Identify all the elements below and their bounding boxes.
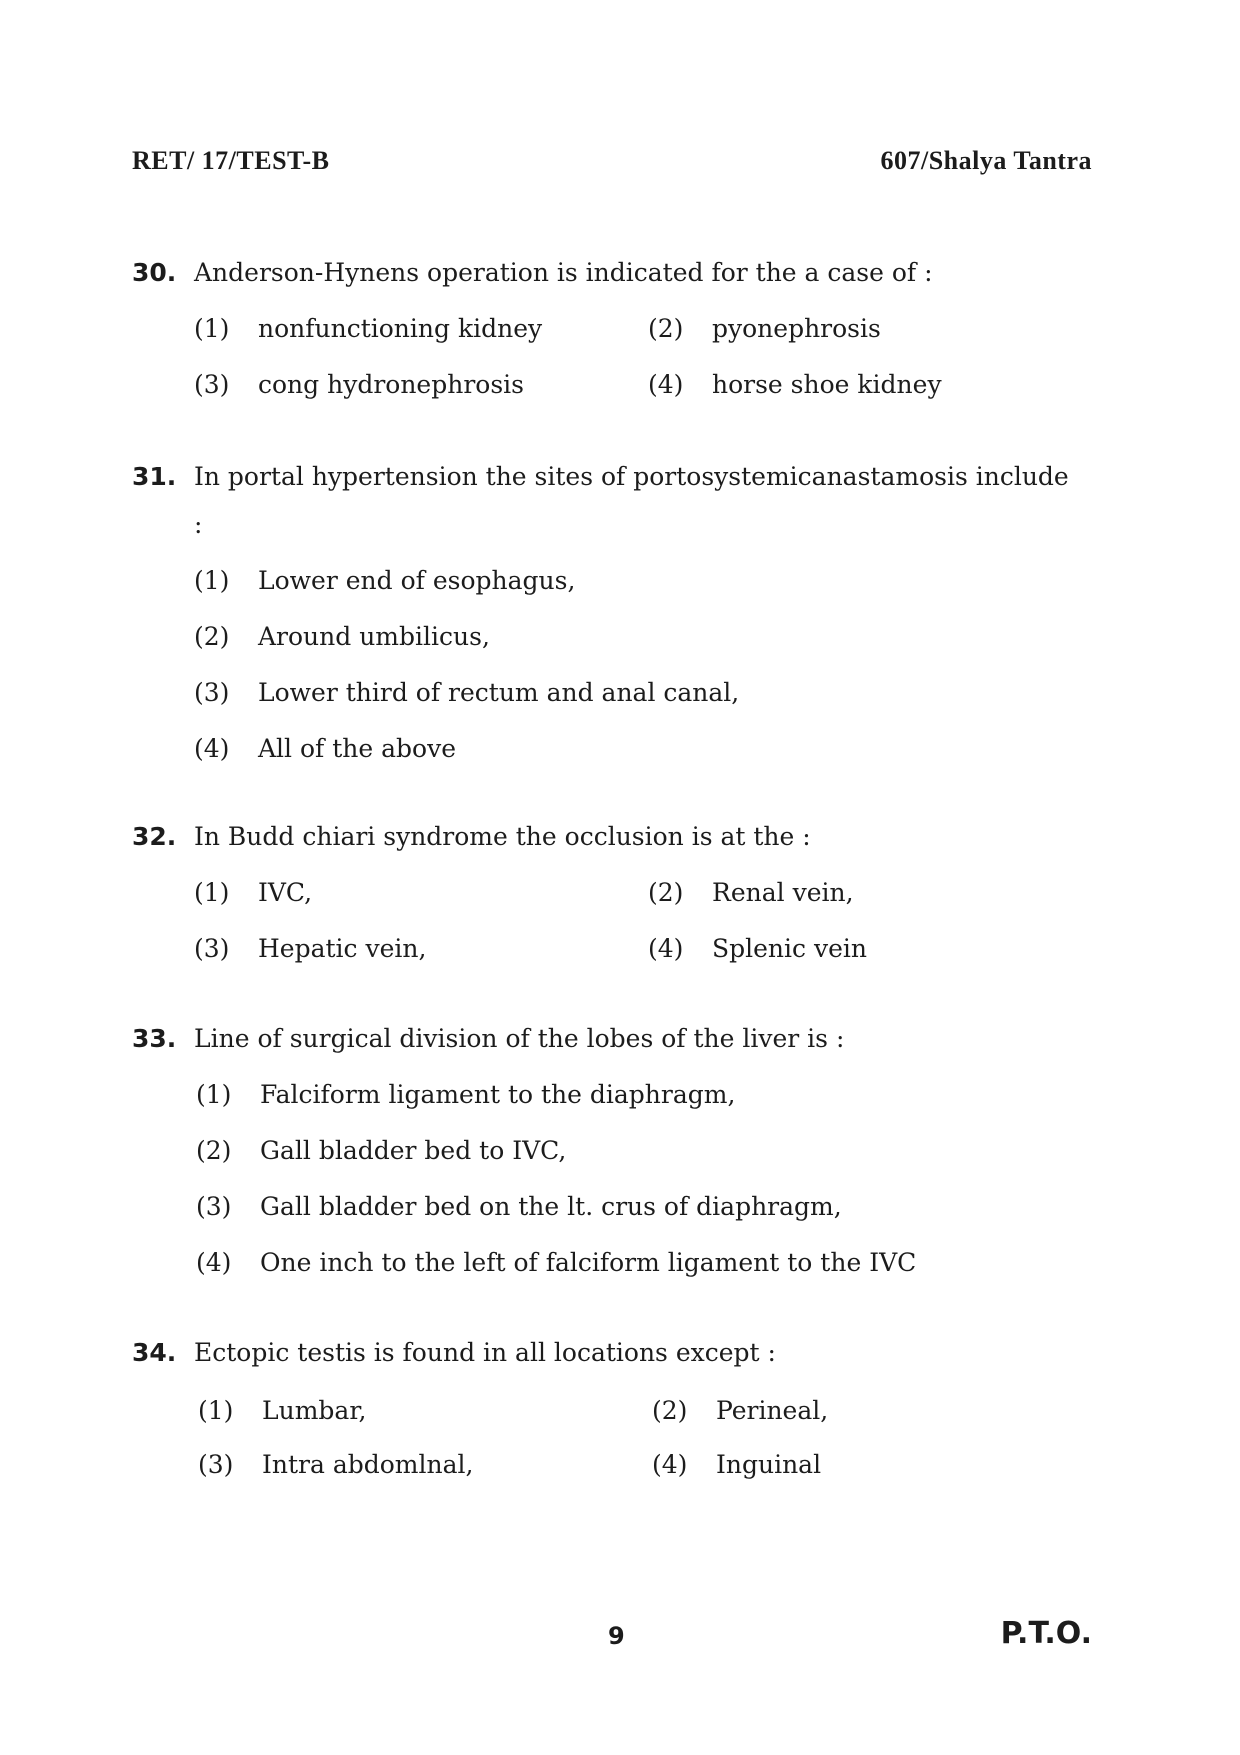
- option-text: Gall bladder bed on the lt. crus of diaphragm,: [260, 1192, 842, 1221]
- option-number: (4): [648, 370, 684, 399]
- option-number: (2): [194, 622, 230, 651]
- option-number: (2): [196, 1136, 232, 1165]
- option-number: (4): [194, 734, 230, 763]
- option: [196, 1136, 566, 1165]
- question-30: [132, 258, 933, 287]
- option-number: (2): [648, 314, 684, 343]
- option: [194, 878, 312, 907]
- option-text: Lumbar,: [262, 1396, 367, 1425]
- option: [196, 1080, 735, 1109]
- option-text: One inch to the left of falciform ligament to the IVC: [260, 1248, 917, 1277]
- header-exam-code: RET/ 17/TEST-B: [132, 146, 330, 175]
- option-text: Falciform ligament to the diaphragm,: [260, 1080, 736, 1109]
- option: [194, 314, 542, 343]
- pto-label: P.T.O.: [1000, 1616, 1092, 1651]
- option: [194, 370, 524, 399]
- page-number: 9: [608, 1622, 625, 1650]
- option-number: (1): [198, 1396, 234, 1425]
- option: [194, 934, 426, 963]
- option-text: Gall bladder bed to IVC,: [260, 1136, 567, 1165]
- option-text: Renal vein,: [712, 878, 854, 907]
- option: [648, 370, 942, 399]
- option: [194, 734, 456, 763]
- option-text: Intra abdomlnal,: [262, 1450, 474, 1479]
- option-number: (3): [196, 1192, 232, 1221]
- option-text: Lower end of esophagus,: [258, 566, 576, 595]
- option-number: (3): [198, 1450, 234, 1479]
- question-number: 32.: [132, 822, 177, 851]
- option-number: (4): [196, 1248, 232, 1277]
- question-number: 34.: [132, 1338, 177, 1367]
- option: [194, 566, 575, 595]
- option-number: (1): [194, 314, 230, 343]
- option: [194, 622, 490, 651]
- option: [652, 1450, 821, 1479]
- option-number: (3): [194, 370, 230, 399]
- option-text: Lower third of rectum and anal canal,: [258, 678, 740, 707]
- option: [196, 1192, 842, 1221]
- option-text: nonfunctioning kidney: [258, 314, 543, 343]
- option-text: Splenic vein: [712, 934, 867, 963]
- option: [198, 1396, 366, 1425]
- option-number: (4): [652, 1450, 688, 1479]
- option: [652, 1396, 828, 1425]
- option-number: (4): [648, 934, 684, 963]
- question-31: [132, 462, 1069, 491]
- option-number: (3): [194, 934, 230, 963]
- option-number: (2): [648, 878, 684, 907]
- option-text: pyonephrosis: [712, 314, 881, 343]
- question-text: In Budd chiari syndrome the occlusion is at the :: [194, 822, 811, 851]
- question-text: In portal hypertension the sites of portosystemicanastamosis include: [194, 462, 1069, 491]
- option-text: Hepatic vein,: [258, 934, 427, 963]
- question-number: 33.: [132, 1024, 177, 1053]
- question-text: Line of surgical division of the lobes of the liver is :: [194, 1024, 845, 1053]
- option-text: IVC,: [258, 878, 313, 907]
- option-number: (1): [196, 1080, 232, 1109]
- option-number: (1): [194, 566, 230, 595]
- question-text: Anderson-Hynens operation is indicated for the a case of :: [194, 258, 933, 287]
- option-text: Inguinal: [716, 1450, 822, 1479]
- header-subject: 607/Shalya Tantra: [880, 146, 1092, 175]
- question-33: [132, 1024, 844, 1053]
- option-text: Perineal,: [716, 1396, 829, 1425]
- question-number: 30.: [132, 258, 177, 287]
- option: [194, 678, 739, 707]
- question-text-continued: :: [194, 510, 203, 539]
- option-number: (1): [194, 878, 230, 907]
- option: [648, 314, 881, 343]
- option-number: (2): [652, 1396, 688, 1425]
- option: [198, 1450, 473, 1479]
- option: [648, 878, 854, 907]
- option-text: All of the above: [258, 734, 457, 763]
- question-34: [132, 1338, 776, 1367]
- question-32: [132, 822, 811, 851]
- option-text: horse shoe kidney: [712, 370, 942, 399]
- option-text: Around umbilicus,: [258, 622, 490, 651]
- option: [648, 934, 867, 963]
- option: [196, 1248, 916, 1277]
- option-number: (3): [194, 678, 230, 707]
- option-text: cong hydronephrosis: [258, 370, 524, 399]
- question-text: Ectopic testis is found in all locations except :: [194, 1338, 776, 1367]
- question-number: 31.: [132, 462, 177, 491]
